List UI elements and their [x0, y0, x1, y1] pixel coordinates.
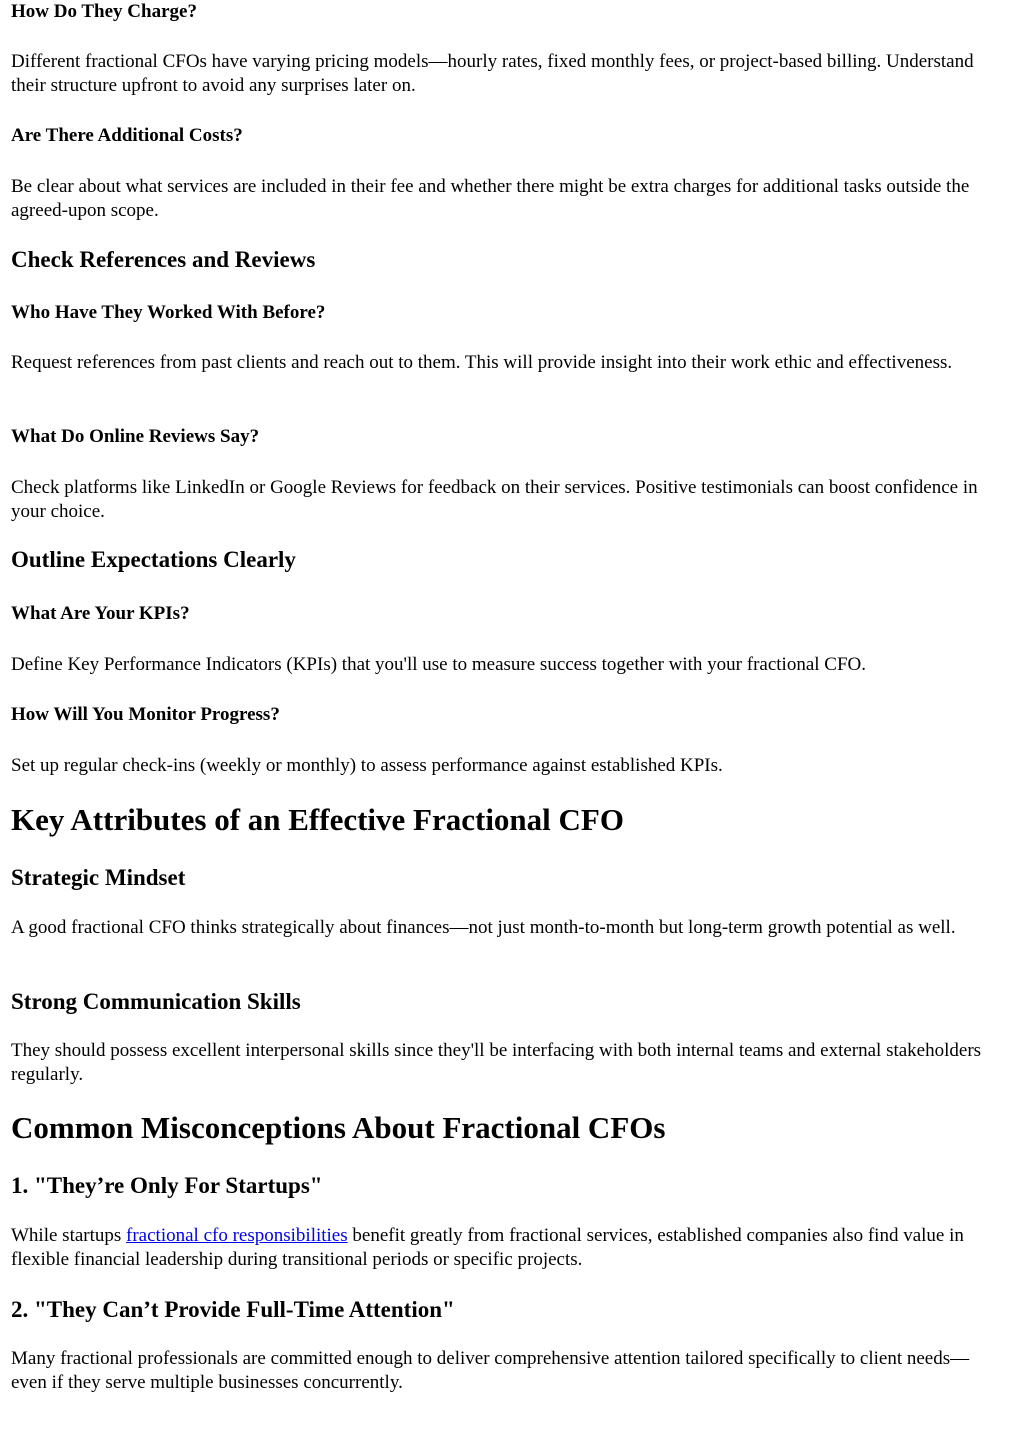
heading-kpis: What Are Your KPIs? [11, 603, 190, 624]
paragraph-startups-text-before: While startups [11, 1225, 127, 1246]
heading-key-attributes: Key Attributes of an Effective Fractional CFO [11, 802, 624, 837]
paragraph-only-for-startups [11, 1224, 1001, 1271]
paragraph-online-reviews: Check platforms like LinkedIn or Google Reviews for feedback on their services. Positive testimonials can boost confidence in your choice. [11, 477, 978, 522]
paragraph-strategic-mindset: A good fractional CFO thinks strategically about finances—not just month-to-month but long-term growth potential as well. [11, 917, 956, 938]
heading-check-references: Check References and Reviews [11, 247, 316, 272]
paragraph-worked-with: Request references from past clients and reach out to them. This will provide insight into their work ethic and effectiveness. [11, 352, 953, 373]
heading-how-do-they-charge: How Do They Charge? [11, 1, 197, 22]
paragraph-monitor-progress: Set up regular check-ins (weekly or monthly) to assess performance against established KPIs. [11, 755, 723, 776]
paragraph-full-time-attention: Many fractional professionals are committed enough to deliver comprehensive attention tailored specifically to client needs—even if they serve multiple businesses concurrently. [11, 1348, 970, 1393]
heading-worked-with: Who Have They Worked With Before? [11, 302, 326, 323]
paragraph-pricing-models: Different fractional CFOs have varying pricing models—hourly rates, fixed monthly fees, or project-based billing. Understand their structure upfront to avoid any surprises later on. [11, 51, 974, 96]
fractional-cfo-responsibilities-link[interactable]: fractional cfo responsibilities [126, 1225, 348, 1246]
heading-full-time-attention: 2. "They Can’t Provide Full-Time Attention" [11, 1297, 455, 1322]
heading-strategic-mindset: Strategic Mindset [11, 865, 186, 890]
heading-outline-expectations: Outline Expectations Clearly [11, 547, 296, 572]
paragraph-kpis: Define Key Performance Indicators (KPIs) that you'll use to measure success together with your fractional CFO. [11, 654, 867, 675]
heading-common-misconceptions: Common Misconceptions About Fractional CFOs [11, 1110, 666, 1145]
paragraph-communication-skills: They should possess excellent interpersonal skills since they'll be interfacing with both internal teams and external stakeholders regularly. [11, 1040, 982, 1085]
heading-online-reviews: What Do Online Reviews Say? [11, 426, 260, 447]
paragraph-startups-text-after: benefit greatly from fractional services, established companies also find value in flexible financial leadership during transitional periods or specific projects. [11, 1225, 964, 1270]
heading-only-for-startups: 1. "They’re Only For Startups" [11, 1173, 323, 1198]
paragraph-additional-costs: Be clear about what services are included in their fee and whether there might be extra charges for additional tasks outside the agreed-upon scope. [11, 176, 970, 221]
heading-communication-skills: Strong Communication Skills [11, 989, 301, 1014]
heading-additional-costs: Are There Additional Costs? [11, 125, 243, 146]
heading-monitor-progress: How Will You Monitor Progress? [11, 704, 280, 725]
